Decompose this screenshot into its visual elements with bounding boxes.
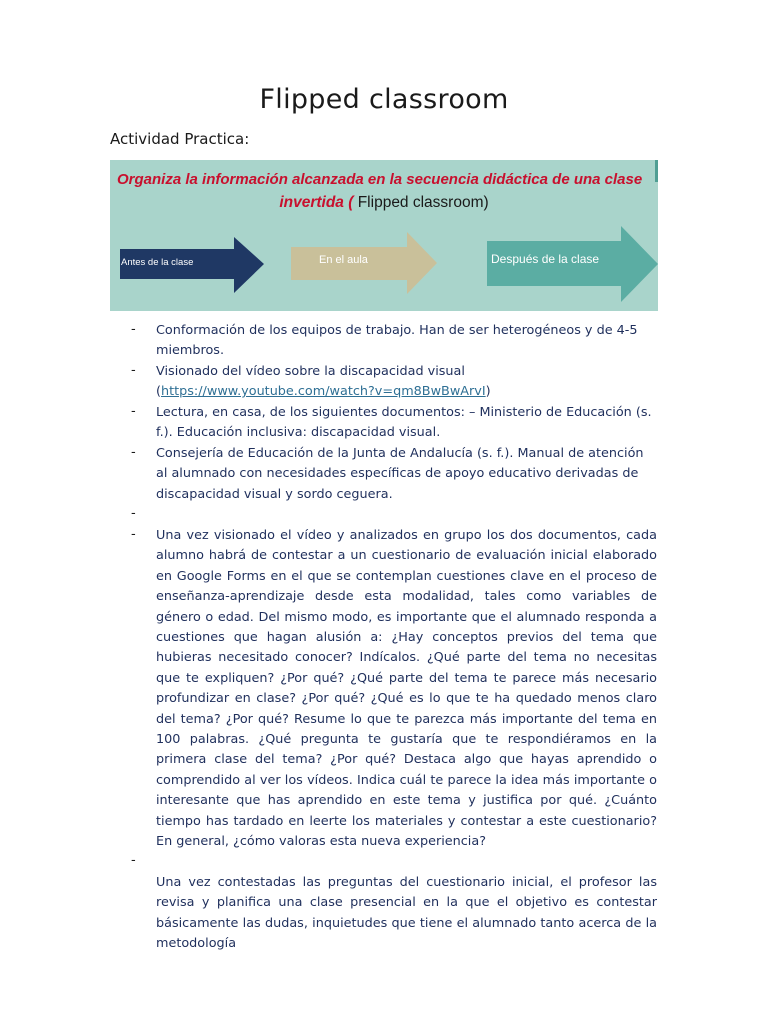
arrow-label-en-aula: En el aula — [319, 254, 368, 266]
arrow-label-antes: Antes de la clase — [121, 257, 194, 268]
document-title: Flipped classroom — [259, 84, 509, 115]
list-item: Consejería de Educación de la Junta de Andalucía (s. f.). Manual de atención al alumnado con necesidades específicas de apoyo educativo derivadas de discapacidad visual y sordo ceguera. — [156, 446, 644, 502]
list-item: Lectura, en casa, de los siguientes documentos: – Ministerio de Educación (s. f.). Educación inclusiva: discapacidad visual. — [156, 405, 652, 441]
arrow-label-despues: Después de la clase — [491, 252, 600, 266]
list-dash: - — [131, 322, 136, 337]
banner-heading-red-word: invertida — [279, 194, 344, 211]
list-item: Conformación de los equipos de trabajo. Han de ser heterogéneos y de 4-5 miembros. — [156, 323, 638, 359]
activity-subtitle: Actividad Practica: — [110, 130, 250, 148]
banner-heading-line1: Organiza la información alcanzada en la secuencia didáctica de una clase — [117, 171, 643, 188]
youtube-link[interactable]: https://www.youtube.com/watch?v=qm8BwBwArvI — [161, 384, 486, 400]
banner-heading-paren: ( — [343, 194, 358, 211]
list-item-text-end: ) — [485, 384, 491, 400]
list-dash: - — [131, 527, 136, 542]
list-item-text: Visionado del vídeo sobre la discapacidad visual ( — [156, 364, 465, 400]
paragraph: Una vez contestadas las preguntas del cuestionario inicial, el profesor las revisa y planifica una clase presencial en la que el objetivo es contestar básicamente las dudas, inquietudes que tiene el alumnado tanto acerca de la metodología — [156, 875, 657, 952]
banner-arrows — [110, 160, 658, 311]
list-dash: - — [131, 363, 136, 378]
list-dash: - — [131, 506, 136, 521]
list-item — [156, 362, 657, 403]
list-dash: - — [131, 404, 136, 419]
list-dash: - — [131, 853, 136, 868]
list-dash: - — [131, 445, 136, 460]
banner-heading-black-text: Flipped classroom) — [357, 194, 489, 211]
list-item: Una vez visionado el vídeo y analizados en grupo los dos documentos, cada alumno habrá de contestar a un cuestionario de evaluación inicial elaborado en Google Forms en el que se contemplan cuestiones clave en el proceso de enseñanza-aprendizaje desde esta modalidad, tales como variables de género o edad. Del mismo modo, es importante que el alumnado responda a cuestiones que hagan alusión a: ¿Hay conceptos previos del tema que hubieras necesitado conocer? Indícalos. ¿Qué parte del tema no necesitas que te expliquen? ¿Por qué? ¿Qué parte del tema te parece más necesario profundizar en clase? ¿Por qué? ¿Qué es lo que te ha quedado menos claro del tema? ¿Por qué? Resume lo que te parezca más importante del tema en 100 palabras. ¿Qué pregunta te gustaría que te respondiéramos en la primera clase del tema? ¿Por qué? Destaca algo que hayas aprendido o comprendido al ver los vídeos. Indica cuál te parece la idea más importante o interesante que has aprendido en este tema y justifica por qué. ¿Cuánto tiempo has tardado en leerte los materiales y contestar a este cuestionario? En general, ¿cómo valoras esta nueva experiencia? — [156, 528, 657, 850]
flipped-classroom-banner — [110, 160, 658, 311]
